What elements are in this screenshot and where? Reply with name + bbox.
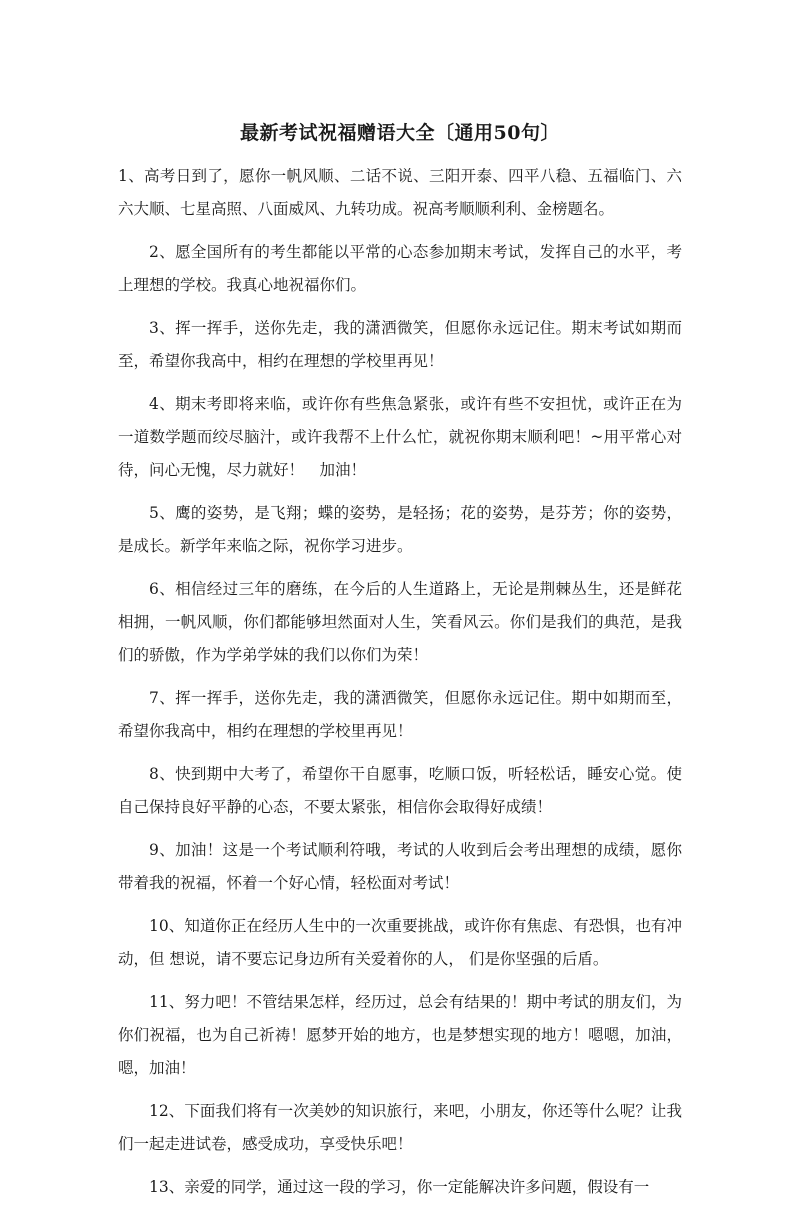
paragraph-2: 2、愿全国所有的考生都能以平常的心态参加期末考试，发挥自己的水平，考上理想的学校。我真心地祝福你们。 <box>118 243 682 294</box>
document-title: 最新考试祝福赠语大全〔通用50句〕 <box>240 122 560 144</box>
document-body <box>118 160 682 1214</box>
paragraph-13: 13、亲爱的同学，通过这一段的学习，你一定能解决许多问题，假设有一 <box>149 1178 650 1196</box>
paragraph-8: 8、快到期中大考了，希望你干自愿事，吃顺口饭，听轻松话，睡安心觉。使自己保持良好平静的心态，不要太紧张，相信你会取得好成绩！ <box>118 765 682 816</box>
paragraph-7: 7、挥一挥手，送你先走，我的潇洒微笑，但愿你永远记住。期中如期而至，希望你我高中，相约在理想的学校里再见！ <box>118 689 682 740</box>
paragraph-12: 12、下面我们将有一次美妙的知识旅行，来吧，小朋友，你还等什么呢？让我们一起走进试卷，感受成功，享受快乐吧！ <box>118 1102 682 1153</box>
paragraph-9: 9、加油！这是一个考试顺利符哦，考试的人收到后会考出理想的成绩，愿你带着我的祝福，怀着一个好心情，轻松面对考试！ <box>118 841 682 892</box>
paragraph-10: 10、知道你正在经历人生中的一次重要挑战，或许你有焦虑、有恐惧，也有冲动，但 想说，请不要忘记身边所有关爱着你的人， 们是你坚强的后盾。 <box>118 917 682 968</box>
paragraph-1: 1、高考日到了，愿你一帆风顺、二话不说、三阳开泰、四平八稳、五福临门、六六大顺、七星高照、八面威风、九转功成。祝高考顺顺利利、金榜题名。 <box>118 167 682 218</box>
paragraph-6: 6、相信经过三年的磨练，在今后的人生道路上，无论是荆棘丛生，还是鲜花相拥，一帆风顺，你们都能够坦然面对人生，笑看风云。你们是我们的典范，是我们的骄傲，作为学弟学妹的我们以你们为荣！ <box>118 580 682 664</box>
paragraph-3: 3、挥一挥手，送你先走，我的潇洒微笑，但愿你永远记住。期末考试如期而至，希望你我高中，相约在理想的学校里再见！ <box>118 319 682 370</box>
paragraph-11: 11、努力吧！不管结果怎样，经历过，总会有结果的！期中考试的朋友们，为你们祝福，也为自己祈祷！愿梦开始的地方，也是梦想实现的地方！嗯嗯，加油，嗯，加油！ <box>118 993 682 1077</box>
paragraph-4: 4、期末考即将来临，或许你有些焦急紧张，或许有些不安担忧，或许正在为一道数学题而绞尽脑汁，或许我帮不上什么忙，就祝你期末顺利吧！~用平常心对待，问心无愧，尽力就好！ 加油！ <box>118 395 682 479</box>
paragraph-5: 5、鹰的姿势，是飞翔；蝶的姿势，是轻扬；花的姿势，是芬芳；你的姿势，是成长。新学年来临之际，祝你学习进步。 <box>118 504 682 555</box>
